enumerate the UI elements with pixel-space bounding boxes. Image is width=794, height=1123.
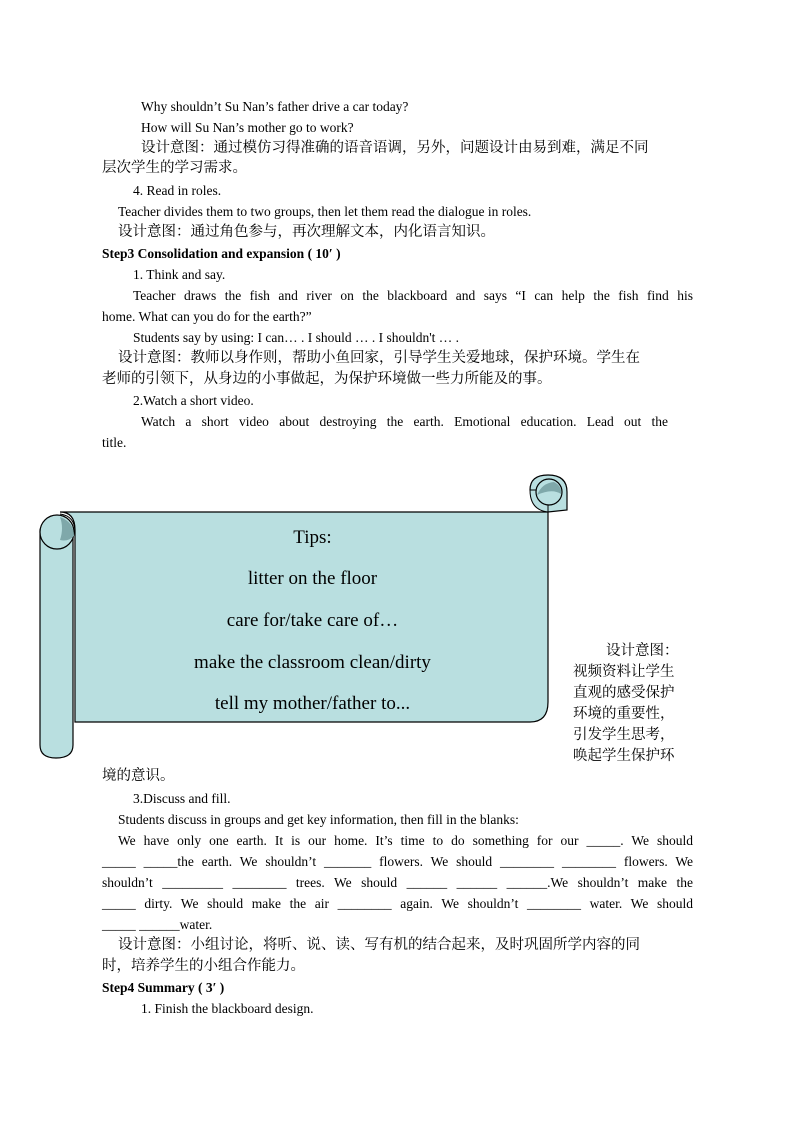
read-in-roles: 4. Read in roles.	[133, 183, 222, 198]
fill-line-3: shouldn’t _________ ________ trees. We should ______ ______ ______.We shouldn’t make the	[102, 875, 693, 890]
tip-care-for: care for/take care of…	[226, 610, 399, 631]
discuss-and-fill: 3.Discuss and fill.	[133, 791, 231, 806]
side-note-line-1: 视频资料让学生	[573, 664, 675, 680]
think-and-say: 1. Think and say.	[133, 267, 226, 282]
side-note-line-4: 引发学生思考，	[573, 727, 675, 743]
design-intent-1a: 设计意图：通过模仿习得准确的语音语调，另外，问题设计由易到难，满足不同	[141, 140, 649, 156]
tip-heading: Tips:	[293, 527, 332, 548]
fill-line-2: _____ _____the earth. We shouldn’t _______ flowers. We should ________ ________ flowers. We	[102, 854, 693, 869]
design-intent-4-end: 境的意识。	[102, 768, 175, 784]
fill-line-4: _____ dirty. We should make the air ________ again. We shouldn’t ________ water. We should	[102, 896, 693, 911]
fill-line-5: _____ ______water.	[102, 917, 213, 932]
question-1: Why shouldn’t Su Nan’s father drive a car today?	[141, 99, 409, 114]
side-note-line-2: 直观的感受保护	[573, 685, 675, 701]
design-intent-2: 设计意图：通过角色参与，再次理解文本，内化语言知识。	[118, 224, 495, 240]
step4-heading: Step4 Summary ( 3′ )	[102, 980, 225, 995]
watch-desc-a: Watch a short video about destroying the earth. Emotional education. Lead out the	[141, 414, 668, 429]
teacher-draws-b: home. What can you do for the earth?”	[102, 309, 312, 324]
students-say: Students say by using: I can… . I should … . I shouldn't … .	[133, 330, 460, 345]
design-intent-1b: 层次学生的学习需求。	[102, 160, 247, 176]
students-discuss: Students discuss in groups and get key information, then fill in the blanks:	[118, 812, 519, 827]
design-intent-5b: 时，培养学生的小组合作能力。	[102, 958, 305, 974]
question-2: How will Su Nan’s mother go to work?	[141, 120, 354, 135]
teacher-draws-a: Teacher draws the fish and river on the blackboard and says “I can help the fish find his	[133, 288, 693, 303]
design-intent-3a: 设计意图：教师以身作则，帮助小鱼回家，引导学生关爱地球，保护环境。学生在	[118, 350, 640, 366]
tip-classroom: make the classroom clean/dirty	[194, 652, 431, 673]
side-note-title: 设计意图：	[606, 643, 679, 659]
watch-desc-b: title.	[102, 435, 127, 450]
tip-litter: litter on the floor	[247, 568, 378, 589]
side-note-line-5: 唤起学生保护环	[573, 748, 675, 764]
design-intent-3b: 老师的引领下，从身边的小事做起，为保护环境做一些力所能及的事。	[102, 371, 552, 387]
teacher-divides: Teacher divides them to two groups, then let them read the dialogue in roles.	[118, 204, 532, 219]
finish-blackboard: 1. Finish the blackboard design.	[141, 1001, 314, 1016]
step3-heading: Step3 Consolidation and expansion ( 10′ )	[102, 246, 341, 261]
tip-tell-parent: tell my mother/father to...	[214, 693, 411, 714]
scroll-left-roll	[40, 530, 73, 758]
watch-video: 2.Watch a short video.	[133, 393, 254, 408]
side-note-line-3: 环境的重要性，	[573, 706, 675, 722]
fill-line-1: We have only one earth. It is our home. It’s time to do something for our _____. We should	[118, 833, 693, 848]
design-intent-5a: 设计意图：小组讨论，将听、说、读、写有机的结合起来，及时巩固所学内容的同	[118, 937, 640, 953]
